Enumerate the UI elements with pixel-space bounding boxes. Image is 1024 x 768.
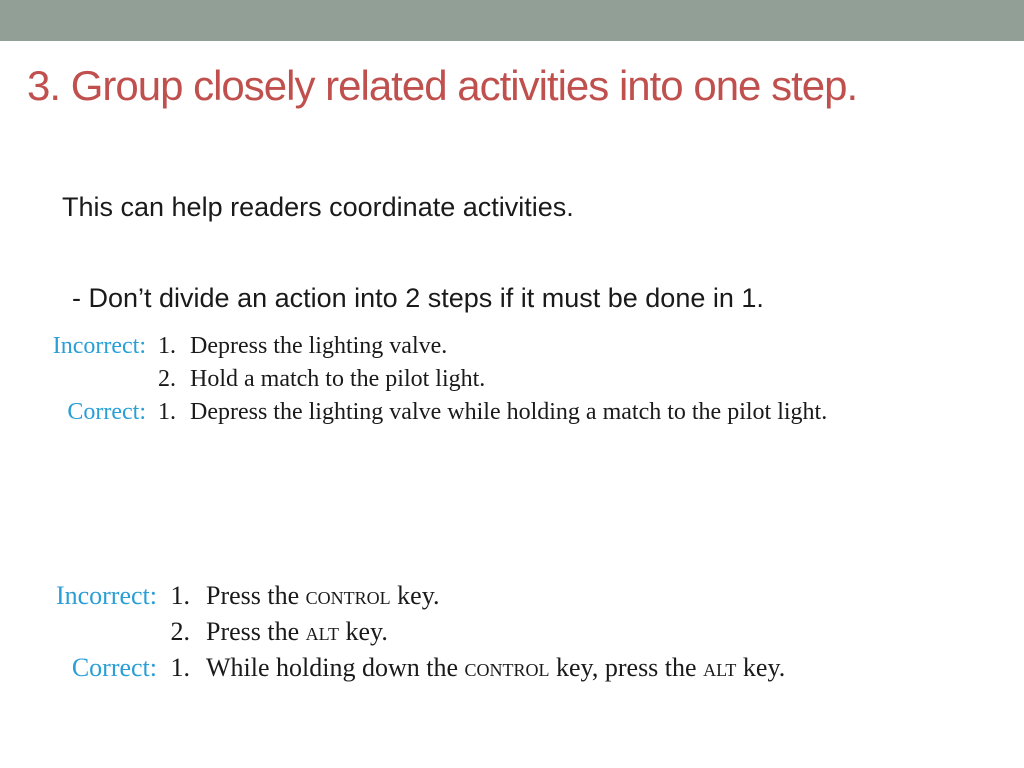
step-number: 2.: [170, 617, 190, 646]
step-number: 1.: [170, 653, 190, 682]
incorrect-label: Incorrect:: [55, 581, 157, 610]
slide-title: 3. Group closely related activities into one step.: [27, 62, 858, 109]
step-text: [206, 578, 440, 614]
step-text: Hold a match to the pilot light.: [190, 366, 486, 392]
correct-label: Correct:: [67, 399, 146, 425]
step-text: Depress the lighting valve.: [190, 333, 448, 359]
step-text: [206, 650, 785, 686]
step-text-pre: While holding down the: [206, 653, 465, 682]
step-number: 2.: [158, 366, 176, 392]
step-number: 1.: [158, 333, 176, 359]
key-name-alt: alt: [305, 617, 340, 646]
step-text-mid: key, press the: [549, 653, 704, 682]
step-text-post: key.: [736, 653, 786, 682]
key-name-control: control: [464, 653, 550, 682]
step-text: Depress the lighting valve while holding a match to the pilot light.: [190, 399, 828, 425]
step-number: 1.: [158, 399, 176, 425]
step-text-pre: Press the: [206, 617, 306, 646]
key-name-alt: alt: [703, 653, 737, 682]
top-accent-bar: [0, 0, 1024, 41]
step-text-pre: Press the: [206, 581, 306, 610]
step-text-post: key.: [390, 581, 440, 610]
correct-label: Correct:: [71, 653, 157, 682]
incorrect-label: Incorrect:: [52, 333, 146, 359]
step-number: 1.: [170, 581, 190, 610]
step-text: [206, 614, 388, 650]
step-text-post: key.: [339, 617, 388, 646]
intro-text: This can help readers coordinate activities.: [62, 192, 574, 222]
example-control-alt-key: [0, 578, 1024, 688]
example-lighting-valve: [0, 330, 1024, 430]
key-name-control: control: [305, 581, 391, 610]
rule-text: - Don’t divide an action into 2 steps if it must be done in 1.: [72, 283, 764, 313]
